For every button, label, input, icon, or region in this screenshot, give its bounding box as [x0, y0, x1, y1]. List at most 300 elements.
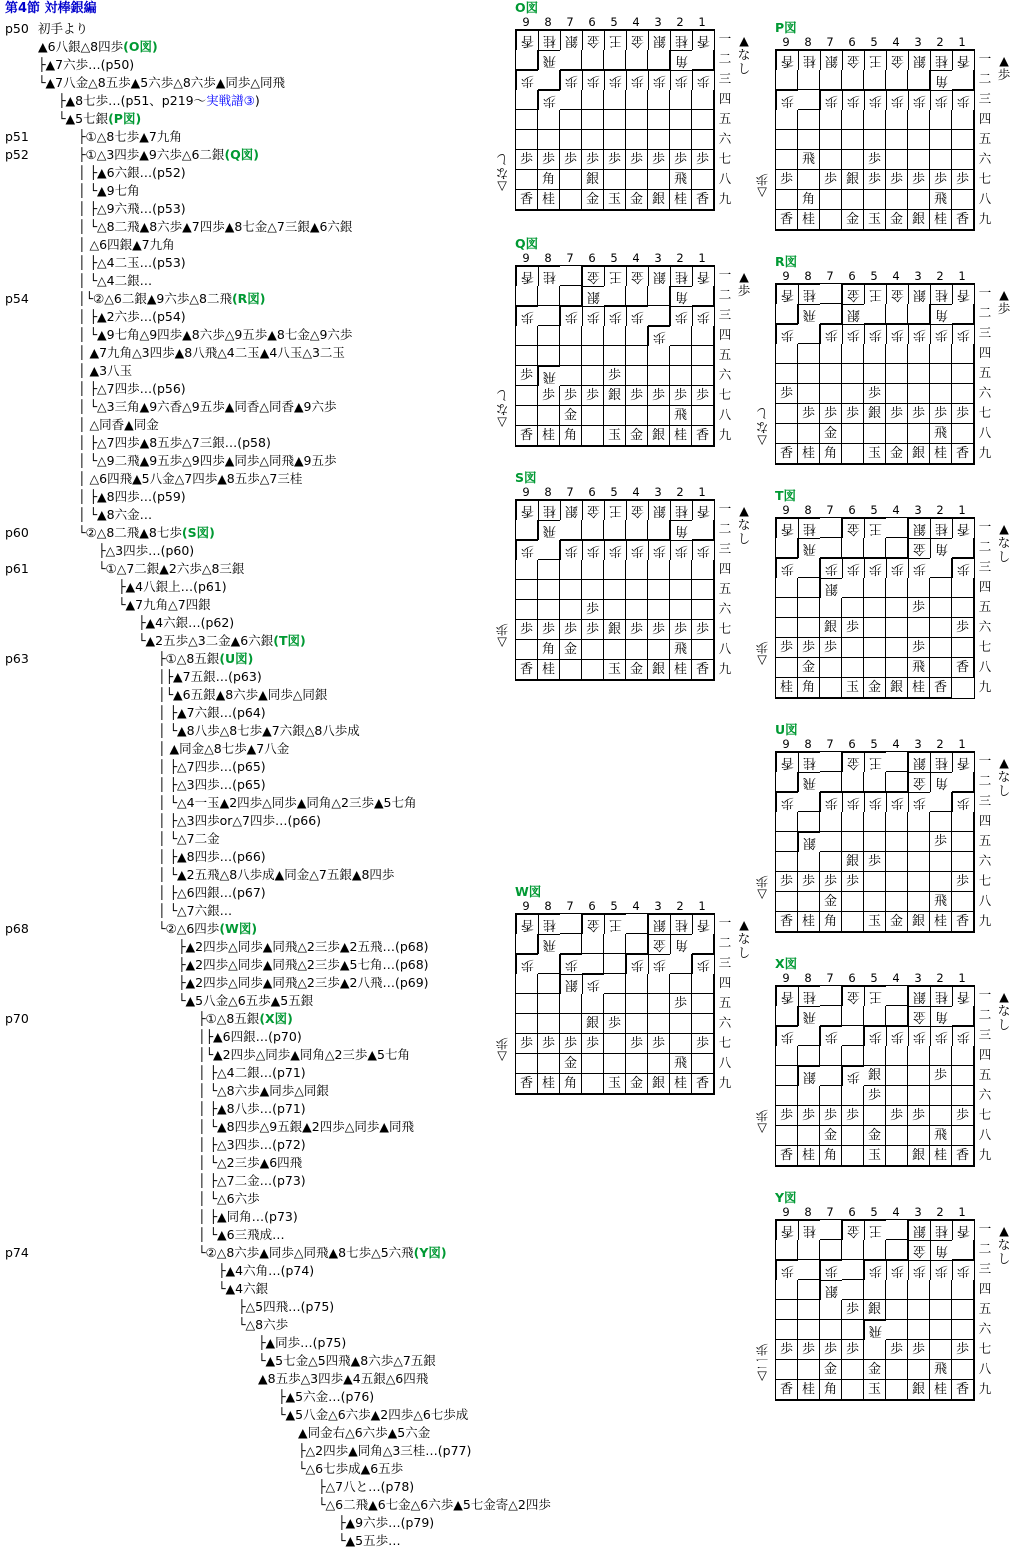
board-piece: 桂: [930, 284, 952, 304]
file-number: 8: [544, 899, 552, 913]
file-number: 2: [676, 899, 684, 913]
board-square: [626, 934, 648, 954]
board-square: [776, 404, 798, 424]
board-piece: 歩: [908, 1106, 930, 1126]
file-number: 4: [892, 737, 900, 751]
board-piece: 歩: [842, 558, 864, 578]
board-square: [776, 190, 798, 210]
board-piece: 銀: [648, 660, 670, 680]
board-square: [516, 1014, 538, 1034]
file-number: 1: [698, 899, 706, 913]
rank-number: 二: [978, 1241, 992, 1256]
board-piece: 歩: [670, 386, 692, 406]
board-square: [820, 210, 842, 230]
board-square: [582, 934, 604, 954]
board-piece: 桂: [798, 752, 820, 772]
board-square: [952, 1320, 974, 1340]
board-square: [864, 892, 886, 912]
move-text: │├▲7五銀…(p63): [158, 669, 262, 684]
board-square: [952, 384, 974, 404]
rank-number: 二: [978, 1007, 992, 1022]
board-square: [582, 50, 604, 70]
board-square: [842, 150, 864, 170]
board-piece: 歩: [648, 954, 670, 974]
board-piece: 歩: [776, 90, 798, 110]
board-square: [670, 90, 692, 110]
board-square: [864, 304, 886, 324]
board-piece: 歩: [582, 540, 604, 560]
board-piece: 歩: [886, 1026, 908, 1046]
board-square: [864, 658, 886, 678]
board-square: [798, 1300, 820, 1320]
board-grid: [775, 751, 975, 933]
rank-number: 五: [718, 995, 732, 1010]
gote-hand: △二歩: [755, 1342, 769, 1385]
board-piece: 銀: [648, 500, 670, 520]
board-square: [842, 1026, 864, 1046]
board-piece: 金: [648, 934, 670, 954]
move-text: │ ├△7四歩…(p56): [78, 381, 186, 396]
board-square: [842, 384, 864, 404]
board-square: [670, 326, 692, 346]
board-square: [952, 1006, 974, 1026]
board-piece: 歩: [692, 1034, 714, 1054]
board-square: [582, 366, 604, 386]
sente-hand: ▲なし: [737, 503, 751, 546]
file-number: 9: [522, 899, 530, 913]
board-square: [776, 344, 798, 364]
board-square: [692, 90, 714, 110]
board-square: [798, 324, 820, 344]
board-piece: 銀: [864, 1300, 886, 1320]
board-square: [886, 1066, 908, 1086]
board-square: [798, 384, 820, 404]
board-square: [864, 812, 886, 832]
board-square: [930, 578, 952, 598]
board-piece: 歩: [798, 638, 820, 658]
board-square: [582, 326, 604, 346]
board-piece: 歩: [820, 170, 842, 190]
board-piece: 銀: [842, 170, 864, 190]
rank-number: 五: [718, 581, 732, 596]
board-piece: 歩: [820, 1026, 842, 1046]
board-piece: 桂: [798, 444, 820, 464]
move-text: └▲5五歩…: [338, 1533, 401, 1548]
board-square: [842, 1240, 864, 1260]
board-piece: 桂: [908, 678, 930, 698]
board-square: [604, 934, 626, 954]
rank-number: 二: [718, 51, 732, 66]
board-piece: 歩: [908, 404, 930, 424]
board-square: [864, 1280, 886, 1300]
board-piece: 玉: [864, 210, 886, 230]
board-piece: 歩: [842, 618, 864, 638]
move-text: ├▲8七歩…(p51、p219～: [58, 93, 207, 108]
board-label: Q図: [515, 236, 539, 251]
game-record-link[interactable]: 実戦譜③: [206, 93, 255, 108]
rank-number: 七: [718, 1035, 732, 1050]
board-square: [604, 640, 626, 660]
board-piece: 香: [516, 500, 538, 520]
file-number: 7: [826, 269, 834, 283]
board-grid: [515, 265, 715, 447]
board-piece: 歩: [952, 404, 974, 424]
board-square: [626, 1054, 648, 1074]
board-piece: 歩: [516, 620, 538, 640]
move-text: │ └△4一玉▲2四歩△同歩▲同角△2三歩▲5七角: [158, 795, 417, 810]
board-square: [952, 150, 974, 170]
board-square: [886, 832, 908, 852]
board-square: [820, 598, 842, 618]
board-square: [692, 640, 714, 660]
board-piece: 角: [538, 170, 560, 190]
board-square: [798, 1046, 820, 1066]
move-line: [78, 146, 259, 164]
move-text: ▲8五歩△3四歩▲4五銀△6四飛: [258, 1371, 429, 1386]
board-square: [842, 424, 864, 444]
board-piece: 桂: [930, 986, 952, 1006]
board-piece: 歩: [864, 170, 886, 190]
move-line: [58, 110, 141, 128]
file-number: 3: [914, 35, 922, 49]
board-piece: 歩: [842, 792, 864, 812]
board-square: [842, 130, 864, 150]
board-square: [582, 130, 604, 150]
rank-number: 三: [718, 955, 732, 970]
board-piece: 歩: [864, 1260, 886, 1280]
board-square: [842, 190, 864, 210]
board-piece: 桂: [670, 190, 692, 210]
move-line: [158, 902, 232, 920]
board-piece: 銀: [560, 500, 582, 520]
rank-number: 五: [718, 111, 732, 126]
board-square: [842, 444, 864, 464]
file-number: 5: [870, 737, 878, 751]
board-square: [692, 974, 714, 994]
board-square: [648, 580, 670, 600]
board-square: [648, 520, 670, 540]
move-line: [198, 1244, 447, 1262]
board-piece: 金: [842, 752, 864, 772]
board-square: [842, 912, 864, 932]
board-piece: 歩: [604, 366, 626, 386]
board-square: [798, 598, 820, 618]
board-piece: 香: [952, 752, 974, 772]
board-piece: 歩: [952, 618, 974, 638]
board-square: [842, 1280, 864, 1300]
board-piece: 歩: [604, 150, 626, 170]
move-text: └▲5八金△6五歩▲5五銀: [178, 993, 314, 1008]
board-square: [776, 1126, 798, 1146]
board-piece: 歩: [776, 558, 798, 578]
board-square: [798, 558, 820, 578]
diagram-reference: (Q図): [224, 147, 259, 162]
rank-number: 三: [978, 325, 992, 340]
move-text: └②△8二飛▲8七歩: [78, 525, 182, 540]
board-square: [930, 1086, 952, 1106]
board-square: [604, 1034, 626, 1054]
rank-number: 二: [978, 539, 992, 554]
board-square: [626, 170, 648, 190]
board-square: [820, 538, 842, 558]
board-square: [930, 110, 952, 130]
rank-number: 一: [718, 501, 732, 516]
board-square: [886, 812, 908, 832]
board-piece: 王: [864, 986, 886, 1006]
move-text: │ └△3三角▲9六香△9五歩▲同香△同香▲9六歩: [78, 399, 337, 414]
board-piece: 歩: [864, 384, 886, 404]
file-number: 7: [826, 971, 834, 985]
board-square: [648, 170, 670, 190]
rank-number: 九: [978, 1147, 992, 1162]
board-square: [516, 50, 538, 70]
file-numbers: [515, 251, 713, 265]
board-square: [776, 1280, 798, 1300]
rank-number: 二: [978, 71, 992, 86]
board-piece: 銀: [820, 618, 842, 638]
move-text: ├△2四歩▲同角△3三桂…(p77): [298, 1443, 472, 1458]
board-square: [886, 538, 908, 558]
move-line: [78, 218, 352, 236]
board-piece: 歩: [626, 70, 648, 90]
move-text: └①△7二銀▲2六歩△8三銀: [98, 561, 245, 576]
board-square: [560, 190, 582, 210]
board-piece: 香: [692, 660, 714, 680]
move-line: [198, 1010, 293, 1028]
board-square: [692, 580, 714, 600]
board-piece: 歩: [692, 150, 714, 170]
board-piece: 金: [908, 772, 930, 792]
board-piece: 銀: [864, 404, 886, 424]
board-square: [886, 1240, 908, 1260]
board-piece: 桂: [930, 210, 952, 230]
board-piece: 歩: [648, 150, 670, 170]
board-piece: 金: [842, 1220, 864, 1240]
rank-number: 九: [718, 1075, 732, 1090]
board-piece: 歩: [560, 954, 582, 974]
rank-number: 六: [718, 601, 732, 616]
page-reference: p50: [5, 21, 29, 36]
board-piece: 王: [604, 914, 626, 934]
board-piece: 歩: [604, 306, 626, 326]
board-square: [908, 1360, 930, 1380]
file-number: 8: [544, 485, 552, 499]
gote-hand: △歩: [495, 622, 509, 651]
board-piece: 歩: [842, 872, 864, 892]
board-square: [560, 170, 582, 190]
board-piece: 金: [626, 500, 648, 520]
board-piece: 飛: [908, 658, 930, 678]
rank-number: 六: [978, 1087, 992, 1102]
board-square: [798, 578, 820, 598]
board-square: [842, 344, 864, 364]
board-piece: 角: [820, 1380, 842, 1400]
board-piece: 角: [670, 520, 692, 540]
board-square: [604, 286, 626, 306]
move-line: [158, 740, 289, 758]
board-square: [604, 520, 626, 540]
board-piece: 銀: [648, 266, 670, 286]
board-square: [930, 1046, 952, 1066]
board-piece: 歩: [516, 366, 538, 386]
file-number: 7: [826, 1205, 834, 1219]
board-piece: 飛: [538, 366, 560, 386]
board-square: [842, 70, 864, 90]
board-square: [886, 658, 908, 678]
board-piece: 桂: [798, 912, 820, 932]
board-square: [516, 406, 538, 426]
board-square: [952, 1066, 974, 1086]
board-piece: 歩: [604, 70, 626, 90]
board-label: X図: [775, 956, 798, 971]
board-square: [930, 598, 952, 618]
file-number: 5: [610, 15, 618, 29]
board-piece: 歩: [886, 558, 908, 578]
board-square: [670, 580, 692, 600]
board-piece: 歩: [952, 170, 974, 190]
board-piece: 銀: [908, 210, 930, 230]
board-square: [952, 1300, 974, 1320]
board-square: [776, 304, 798, 324]
shogi-board: [755, 956, 1011, 1168]
board-square: [648, 110, 670, 130]
move-text: ├▲2四歩△同歩▲同飛△2三歩▲2五飛…(p68): [178, 939, 429, 954]
board-square: [604, 170, 626, 190]
board-piece: 歩: [820, 792, 842, 812]
rank-number: 六: [978, 385, 992, 400]
board-square: [582, 520, 604, 540]
board-square: [886, 872, 908, 892]
move-line: [158, 776, 266, 794]
board-square: [560, 286, 582, 306]
board-label: P図: [775, 20, 797, 35]
gote-hand: △歩: [495, 1036, 509, 1065]
board-square: [538, 70, 560, 90]
board-square: [692, 600, 714, 620]
board-piece: 歩: [582, 150, 604, 170]
file-number: 1: [958, 269, 966, 283]
file-numbers: [775, 737, 973, 751]
board-piece: 金: [626, 426, 648, 446]
board-piece: 歩: [538, 386, 560, 406]
board-square: [670, 346, 692, 366]
board-square: [798, 1026, 820, 1046]
diagram-reference: (R図): [231, 291, 266, 306]
board-square: [908, 364, 930, 384]
board-square: [582, 346, 604, 366]
board-square: [648, 130, 670, 150]
board-piece: 歩: [776, 384, 798, 404]
move-text: │ ├▲8四歩…(p59): [78, 489, 186, 504]
file-number: 9: [782, 737, 790, 751]
board-piece: 王: [864, 1220, 886, 1240]
board-square: [560, 130, 582, 150]
board-label: T図: [775, 488, 797, 503]
board-square: [842, 1086, 864, 1106]
board-piece: 歩: [798, 1340, 820, 1360]
rank-number: 八: [978, 1127, 992, 1142]
board-square: [952, 538, 974, 558]
board-piece: 歩: [604, 540, 626, 560]
board-piece: 歩: [670, 994, 692, 1014]
board-piece: 飛: [798, 150, 820, 170]
board-piece: 歩: [582, 620, 604, 640]
board-square: [908, 832, 930, 852]
move-text: │ ├▲同角…(p73): [198, 1209, 298, 1224]
board-square: [798, 1240, 820, 1260]
board-square: [842, 1006, 864, 1026]
board-square: [886, 752, 908, 772]
rank-number: 八: [978, 893, 992, 908]
file-number: 4: [892, 1205, 900, 1219]
board-square: [538, 130, 560, 150]
board-piece: 歩: [626, 1034, 648, 1054]
board-square: [582, 660, 604, 680]
rank-number: 四: [978, 1281, 992, 1296]
gote-hand: △なし: [755, 406, 769, 449]
board-square: [670, 130, 692, 150]
board-piece: 歩: [842, 1340, 864, 1360]
move-line: [98, 542, 194, 560]
board-square: [886, 1300, 908, 1320]
board-piece: 歩: [626, 306, 648, 326]
rank-number: 三: [978, 559, 992, 574]
board-square: [930, 638, 952, 658]
board-piece: 香: [776, 444, 798, 464]
board-square: [820, 70, 842, 90]
board-square: [842, 538, 864, 558]
board-piece: 銀: [908, 444, 930, 464]
board-piece: 歩: [648, 1034, 670, 1054]
board-square: [776, 130, 798, 150]
rank-number: 四: [978, 1047, 992, 1062]
board-grid: [515, 29, 715, 211]
move-text: │ ├△3四歩…(p72): [198, 1137, 306, 1152]
board-piece: 歩: [952, 1026, 974, 1046]
rank-number: 八: [978, 1361, 992, 1376]
board-square: [908, 1086, 930, 1106]
file-number: 5: [610, 899, 618, 913]
board-piece: 銀: [908, 912, 930, 932]
board-square: [842, 1146, 864, 1166]
move-text: └▲2五歩△3二金▲6六銀: [138, 633, 274, 648]
board-piece: 飛: [670, 406, 692, 426]
move-line: [298, 1460, 403, 1478]
move-line: [78, 272, 152, 290]
move-text: │ └▲9七角: [78, 183, 140, 198]
move-text: │ └△8二飛▲8六歩▲7四歩▲8七金△7三銀▲6六銀: [78, 219, 353, 234]
file-numbers: [775, 35, 973, 49]
sente-hand: ▲歩: [997, 287, 1011, 316]
rank-number: 一: [978, 285, 992, 300]
board-piece: 角: [820, 444, 842, 464]
move-text: ├▲4六銀…(p62): [138, 615, 235, 630]
move-line: [318, 1478, 414, 1496]
file-number: 7: [566, 485, 574, 499]
move-line: [78, 470, 302, 488]
board-piece: 香: [952, 912, 974, 932]
board-square: [952, 1046, 974, 1066]
board-piece: 玉: [864, 1380, 886, 1400]
board-piece: 桂: [798, 986, 820, 1006]
board-square: [648, 1014, 670, 1034]
board-piece: 角: [798, 190, 820, 210]
board-square: [776, 424, 798, 444]
board-piece: 玉: [864, 1146, 886, 1166]
board-square: [864, 110, 886, 130]
board-piece: 歩: [582, 70, 604, 90]
board-square: [582, 640, 604, 660]
